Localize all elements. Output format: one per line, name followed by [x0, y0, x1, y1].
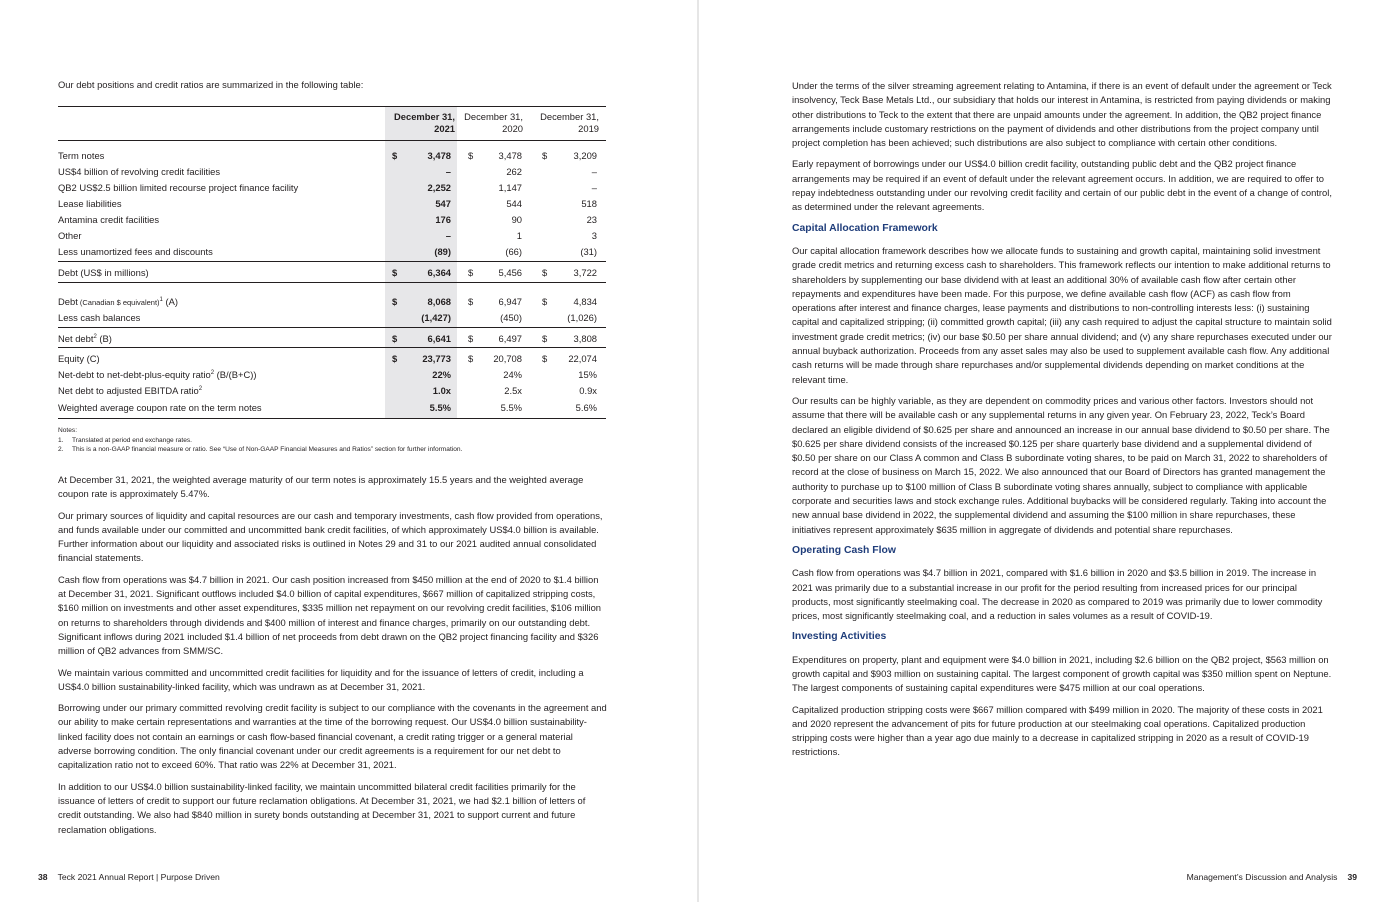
currency-symbol: $	[392, 267, 398, 278]
currency-symbol: $	[542, 150, 548, 161]
table-cell: 23	[586, 214, 597, 225]
currency-symbol: $	[392, 150, 398, 161]
table-rule	[58, 347, 606, 348]
currency-symbol: $	[542, 296, 548, 307]
paragraph: Borrowing under our primary committed revolving credit facility is subject to our compliance with the covenants in the agreement and our ability to make certain representations and warranties at the time of the borrowing request. Our US$4.0 billion sustainability-linked facility does not contain an earnings or cash flow-based financial covenant, a credit rating trigger or a general material adverse borrowing condition. The only financial covenant under our credit agreements is a requirement for our net debt to capitalization ratio not to exceed 60%. That ratio was 22% at December 31, 2021.	[58, 702, 607, 771]
table-cell: 24%	[503, 369, 522, 380]
paragraph: Expenditures on property, plant and equipment were $4.0 billion in 2021, including $2.6 billion on the QB2 project, $563 million on growth capital and $903 million on sustaining capital. The largest component of growth capital was $350 million spent on Neptune. The largest components of sustaining capital expenditures were $475 million at our coal operations.	[792, 653, 1332, 694]
section-heading: Capital Allocation Framework	[792, 222, 938, 234]
table-notes	[58, 426, 462, 455]
table-cell: (31)	[580, 246, 597, 257]
page-number: 39	[1347, 872, 1357, 882]
table-cell: –	[591, 182, 597, 193]
header-2020: December 31, 2020	[464, 111, 523, 134]
table-row	[58, 331, 606, 347]
currency-symbol: $	[542, 353, 548, 364]
table-rule	[58, 327, 606, 328]
table-row	[58, 244, 606, 260]
paragraph: In addition to our US$4.0 billion sustainability-linked facility, we maintain uncommitted bilateral credit facilities primarily for the issuance of letters of credit to support our future reclamation obligations. At December 31, 2021, we had $2.1 billion of letters of credit outstanding. We also had $840 million in surety bonds outstanding at December 31, 2021 to support current and future reclamation obligations.	[58, 780, 586, 835]
table-cell: 6,947	[498, 296, 522, 307]
currency-symbol: $	[542, 267, 548, 278]
table-cell: –	[591, 166, 597, 177]
table-cell: 1	[516, 230, 522, 241]
paragraph: We maintain various committed and uncommitted credit facilities for liquidity and for the issuance of letters of credit, including a US$4.0 billion sustainability-linked facility, which was undrawn as at December 31, 2021.	[58, 666, 584, 692]
table-cell: 5.6%	[575, 402, 597, 413]
paragraph: Our primary sources of liquidity and capital resources are our cash and temporary investments, cash flow provided from operations, and funds available under our committed and uncommitted bank credit facilities, of which approximately US$4.0 billion is available. Further information about our liquidity and associated risks is outlined in Notes 29 and 31 to our 2021 audited annual consolidated financial statements.	[58, 509, 603, 564]
table-cell: 5,456	[498, 267, 522, 278]
table-cell: 6,497	[498, 333, 522, 344]
table-cell: 1.0x	[432, 385, 451, 396]
paragraph: Under the terms of the silver streaming agreement relating to Antamina, if there is an event of default under the agreement or Teck insolvency, Teck Base Metals Ltd., our subsidiary that holds our interest in Antamina, is restricted from paying dividends or making other distributions to Teck to the extent that there are unpaid amounts under the agreement. In addition, the QB2 project finance arrangements include customary restrictions on the payment of dividends and other distributions from the project company until project completion has been achieved; such distributions are also subject to compliance with certain other conditions.	[792, 80, 1332, 149]
table-cell: 176	[435, 214, 451, 225]
table-cell: 1,147	[498, 182, 522, 193]
paragraph: Early repayment of borrowings under our US$4.0 billion credit facility, outstanding public debt and the QB2 project finance arrangements may be required if an event of default under the relevant agreement occurs. In addition, we are required to offer to repay indebtedness outstanding under our revolving credit facility and certain of our public debt in the event of a change of control, as determined under the relevant agreements.	[792, 158, 1332, 213]
row-label: Debt (Canadian $ equivalent)$^1$ (A)	[58, 296, 178, 307]
row-label: Net-debt to net-debt-plus-equity ratio$^2$ (B/(B+C))	[58, 369, 257, 380]
table-cell: 3,478	[498, 150, 522, 161]
table-row	[58, 351, 606, 367]
currency-symbol: $	[468, 333, 474, 344]
table-cell: (1,026)	[567, 312, 597, 323]
row-label: Less cash balances	[58, 312, 141, 323]
table-cell: 3	[591, 230, 597, 241]
table-intro: Our debt positions and credit ratios are summarized in the following table:	[58, 79, 364, 90]
table-cell: 6,641	[427, 333, 451, 344]
section-heading: Operating Cash Flow	[792, 544, 896, 556]
row-label: Lease liabilities	[58, 198, 122, 209]
right-body	[792, 79, 1332, 767]
left-body	[58, 473, 608, 844]
paragraph: Cash flow from operations was $4.7 billion in 2021. Our cash position increased from $450 million at the end of 2020 to $1.4 billion at December 31, 2021. Significant outflows included $4.0 billion of capital expenditures, $667 million of capitalized stripping costs, $160 million on investments and other asset expenditures, $335 million net repayment on our revolving credit facilities, $106 million on returns to shareholders through dividends and $400 million of interest and finance charges, primarily on our outstanding debt. Significant inflows during 2021 included $1.4 billion of net proceeds from debt drawn on the QB2 project financing facility and $326 million of QB2 advances from SMM/SC.	[58, 573, 602, 657]
table-row	[58, 148, 606, 164]
currency-symbol: $	[542, 333, 548, 344]
footer-left	[38, 872, 220, 882]
table-cell: (1,427)	[421, 312, 451, 323]
table-row	[58, 400, 606, 416]
notes-title: Notes:	[58, 427, 78, 434]
table-cell: 3,808	[573, 333, 597, 344]
footer-right	[1187, 872, 1357, 882]
footer-text: Teck 2021 Annual Report | Purpose Driven	[57, 872, 220, 882]
currency-symbol: $	[392, 333, 398, 344]
table-cell: 2.5x	[504, 385, 522, 396]
table-top-rule	[58, 106, 606, 107]
table-cell: 547	[435, 198, 451, 209]
currency-symbol: $	[468, 296, 474, 307]
table-cell: 544	[506, 198, 522, 209]
paragraph: At December 31, 2021, the weighted average maturity of our term notes is approximately 15.5 years and the weighted average coupon rate is approximately 5.47%.	[58, 474, 584, 500]
row-label: Weighted average coupon rate on the term notes	[58, 402, 262, 413]
table-cell: 6,364	[427, 267, 451, 278]
table-cell: 3,722	[573, 267, 597, 278]
table-cell: 3,209	[573, 150, 597, 161]
left-page	[0, 0, 697, 902]
table-cell: (89)	[434, 246, 451, 257]
table-cell: 20,708	[493, 353, 522, 364]
table-cell: 5.5%	[429, 402, 451, 413]
table-cell: 22%	[432, 369, 451, 380]
currency-symbol: $	[392, 296, 398, 307]
table-cell: (450)	[500, 312, 522, 323]
page-number: 38	[38, 872, 48, 882]
table-cell: 15%	[578, 369, 597, 380]
table-row	[58, 265, 606, 281]
table-cell: 518	[581, 198, 597, 209]
table-cell: 3,478	[427, 150, 451, 161]
currency-symbol: $	[468, 150, 474, 161]
row-label: Other	[58, 230, 82, 241]
section-heading: Investing Activities	[792, 631, 887, 643]
note-item: 2. This is a non-GAAP financial measure or ratio. See “Use of Non-GAAP Financial Measures and Ratios” section for further information.	[58, 446, 463, 453]
table-cell: 22,074	[568, 353, 597, 364]
table-cell: 4,834	[573, 296, 597, 307]
header-rule	[58, 140, 606, 141]
table-cell: 90	[511, 214, 522, 225]
currency-symbol: $	[468, 353, 474, 364]
table-cell: –	[445, 230, 451, 241]
paragraph: Cash flow from operations was $4.7 billion in 2021, compared with $1.6 billion in 2020 and $3.5 billion in 2019. The increase in 2021 was primarily due to a substantial increase in our profit for the period resulting from increased prices for our principal products, most significantly steelmaking coal. The decrease in 2020 as compared to 2019 was primarily due to lower commodity prices, most significantly steelmaking coal, and a reduction in sales volumes as a result of COVID-19.	[792, 567, 1323, 622]
row-label: US$4 billion of revolving credit facilities	[58, 166, 221, 177]
table-row	[58, 164, 606, 180]
table-cell: 8,068	[427, 296, 451, 307]
row-label: Net debt$^2$ (B)	[58, 333, 112, 344]
right-page	[699, 0, 1395, 902]
table-cell: (66)	[505, 246, 522, 257]
paragraph: Our capital allocation framework describes how we allocate funds to sustaining and growth capital, maintaining solid investment grade credit metrics and returning excess cash to shareholders. This framework reflects our intention to make additional returns to shareholders by supplementing our base dividend with at least an additional 30% of available cash flow after certain other repayments and expenditures have been made. For this purpose, we define available cash flow (ACF) as cash flow from operations after interest and finance charges, lease payments and distributions to non-controlling interests less: (i) sustaining capital and capitalized stripping; (ii) committed growth capital; (iii) any cash required to adjust the capital structure to maintain solid investment grade credit metrics; (iv) our base $0.50 per share annual dividend; and (v) any share repurchases executed under our annual buyback authorization. Proceeds from any asset sales may also be used to supplement available cash flow. Any additional cash returns will be made through share repurchases and/or supplemental dividends depending on market conditions at the relevant time.	[792, 244, 1332, 385]
paragraph: Capitalized production stripping costs were $667 million compared with $499 million in 2020. The majority of these costs in 2021 and 2020 represent the advancement of pits for future production at our steelmaking coal operations. Capitalized production stripping costs were higher than a year ago due mainly to a decrease in capitalized stripping in 2020 as a result of COVID-19 restrictions.	[792, 703, 1323, 758]
table-cell: 262	[506, 166, 522, 177]
header-2019: December 31, 2019	[540, 111, 599, 134]
table-row	[58, 383, 606, 399]
currency-symbol: $	[468, 267, 474, 278]
table-row	[58, 367, 606, 383]
table-row	[58, 228, 606, 244]
header-2021: December 31, 2021	[394, 111, 455, 134]
row-label: Less unamortized fees and discounts	[58, 246, 213, 257]
row-label: Net debt to adjusted EBITDA ratio$^2$	[58, 385, 203, 396]
paragraph: Our results can be highly variable, as they are dependent on commodity prices and various other factors. Investors should not assume that there will be available cash or any supplemental returns in any given year. On February 23, 2022, Teck’s Board declared an eligible dividend of $0.625 per share and announced an increase in our annual base dividend to $0.50 per share. The $0.625 per share dividend consists of the increased $0.125 per share quarterly base dividend and a supplemental dividend of $0.50 per share on our Class A common and Class B subordinate voting shares, to be paid on March 31, 2022 to shareholders of record at the close of business on March 15, 2022. We also announced that our Board of Directors has granted management the authority to purchase up to $100 million of Class B subordinate voting shares annually, subject to compliance with applicable corporate and securities laws and stock exchange rules. Additional buybacks will be considered regularly. Taking into account the new annual base dividend in 2022, the supplemental dividend and assuming the $100 million in share repurchases, these initiatives represent approximately $635 million in aggregate of dividends and potential share repurchases.	[792, 394, 1330, 535]
table-row	[58, 212, 606, 228]
row-label: Debt (US$ in millions)	[58, 267, 149, 278]
row-label: Term notes	[58, 150, 105, 161]
table-row	[58, 294, 606, 310]
table-cell: 5.5%	[500, 402, 522, 413]
row-label: Equity (C)	[58, 353, 100, 364]
table-rule	[58, 261, 606, 262]
table-row	[58, 196, 606, 212]
table-cell: 0.9x	[579, 385, 597, 396]
footer-text: Management’s Discussion and Analysis	[1186, 872, 1338, 882]
row-label: Antamina credit facilities	[58, 214, 160, 225]
currency-symbol: $	[392, 353, 398, 364]
table-cell: –	[445, 166, 451, 177]
note-item: 1. Translated at period end exchange rates.	[58, 436, 192, 444]
table-rule	[58, 282, 606, 283]
table-row	[58, 180, 606, 196]
row-label: QB2 US$2.5 billion limited recourse project finance facility	[58, 182, 299, 193]
table-row	[58, 310, 606, 326]
table-rule	[58, 418, 606, 419]
table-cell: 2,252	[427, 182, 451, 193]
table-cell: 23,773	[422, 353, 451, 364]
